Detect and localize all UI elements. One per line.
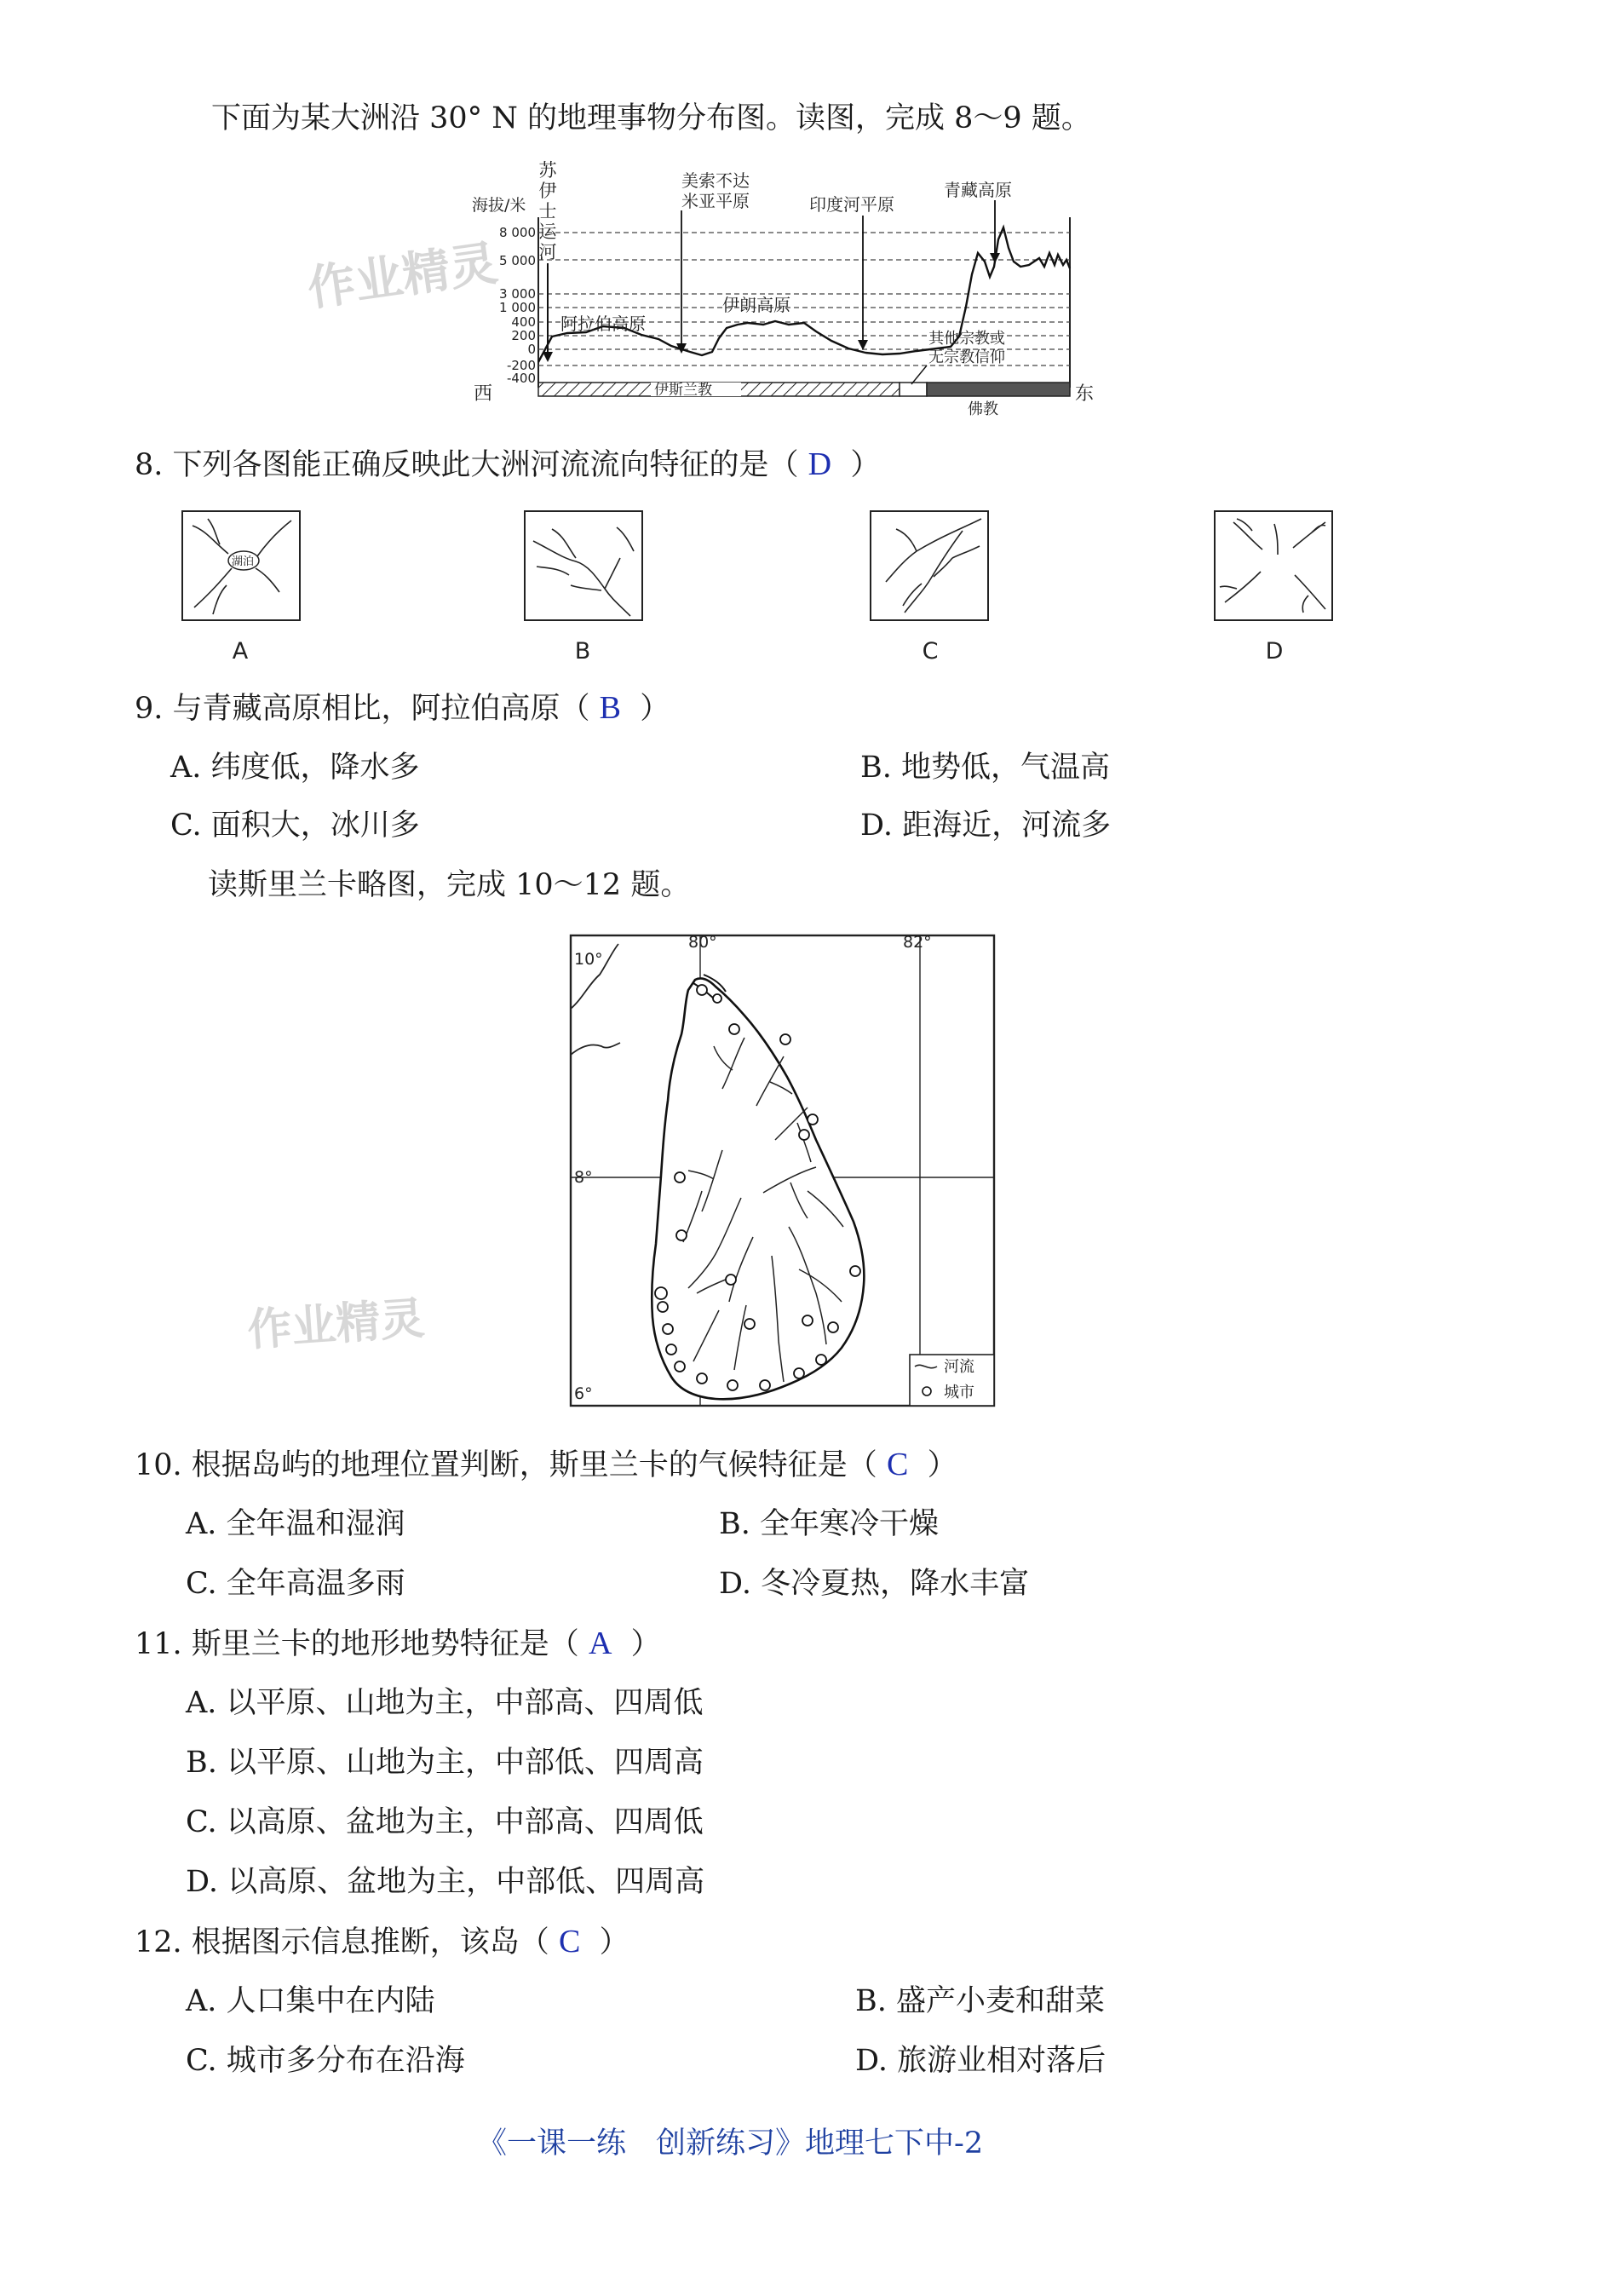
profile-diagram bbox=[467, 158, 1114, 417]
legend-city-symbol bbox=[923, 1387, 931, 1395]
option-b-label: B bbox=[574, 638, 591, 665]
q12-option-b: B. 盛产小麦和甜菜 bbox=[855, 1984, 1105, 2018]
map-legend bbox=[910, 1355, 994, 1406]
q10-option-c: C. 全年高温多雨 bbox=[186, 1567, 405, 1601]
label-islam: 伊斯兰教 bbox=[654, 382, 712, 399]
lat-8: 8° bbox=[574, 1168, 593, 1187]
q12-option-c: C. 城市多分布在沿海 bbox=[186, 2044, 465, 2078]
q11-option-a: A. 以平原、山地为主，中部高、四周低 bbox=[186, 1686, 704, 1720]
label-other-religion: 其他宗教或 bbox=[928, 330, 1005, 348]
option-c-figure bbox=[871, 511, 988, 665]
intro-10-12: 读斯里兰卡略图，完成 10～12 题。 bbox=[208, 868, 691, 902]
q12-answer: C bbox=[558, 1924, 581, 1959]
tick-neg200: -200 bbox=[506, 358, 536, 373]
q12-option-a: A. 人口集中在内陆 bbox=[186, 1984, 435, 2018]
tick-5000: 5 000 bbox=[499, 253, 536, 268]
svg-text:无宗教信仰: 无宗教信仰 bbox=[928, 348, 1005, 366]
sri-lanka-map bbox=[552, 927, 999, 1417]
tick-neg400: -400 bbox=[506, 371, 536, 386]
watermark-1: 作业精灵 bbox=[304, 235, 502, 318]
legend-river: 河流 bbox=[944, 1358, 974, 1376]
svg-text:运: 运 bbox=[538, 222, 557, 242]
label-arabia: 阿拉伯高原 bbox=[560, 314, 646, 334]
option-a-label: A bbox=[232, 638, 249, 665]
option-b-figure bbox=[525, 511, 642, 665]
option-c-label: C bbox=[922, 638, 939, 665]
q10-option-a: A. 全年温和湿润 bbox=[186, 1507, 405, 1541]
svg-text:士: 士 bbox=[538, 201, 557, 222]
q9-option-a: A. 纬度低，降水多 bbox=[170, 751, 420, 785]
q9-stem: 9. 与青藏高原相比，阿拉伯高原（ B ） bbox=[135, 690, 670, 726]
q9-option-c: C. 面积大，冰川多 bbox=[170, 808, 420, 843]
svg-text:河: 河 bbox=[538, 242, 557, 262]
intro-8-9: 下面为某大洲沿 30° N 的地理事物分布图。读图，完成 8～9 题。 bbox=[211, 101, 1091, 135]
label-buddhism: 佛教 bbox=[968, 400, 998, 417]
tick-0: 0 bbox=[527, 342, 536, 357]
page-footer: 《一课一练 创新练习》地理七下中-2 bbox=[477, 2126, 984, 2161]
svg-text:米亚平原: 米亚平原 bbox=[681, 191, 750, 211]
option-d-figure bbox=[1215, 511, 1332, 665]
q12-stem: 12. 根据图示信息推断，该岛（ C ） bbox=[135, 1924, 629, 1959]
label-mesopotamia: 美索不达 bbox=[681, 170, 750, 191]
q10-option-d: D. 冬冷夏热，降水丰富 bbox=[719, 1567, 1030, 1601]
option-a-figure bbox=[182, 511, 300, 665]
lon-80: 80° bbox=[688, 933, 717, 952]
label-tibet: 青藏高原 bbox=[944, 180, 1012, 200]
q8-river-options bbox=[170, 507, 1363, 677]
lat-10: 10° bbox=[574, 950, 603, 969]
tick-3000: 3 000 bbox=[499, 286, 536, 302]
watermark-2: 作业精灵 bbox=[245, 1292, 427, 1357]
tick-200: 200 bbox=[511, 328, 536, 343]
q10-answer: C bbox=[886, 1447, 909, 1482]
legend-city: 城市 bbox=[944, 1384, 974, 1401]
q11-option-d: D. 以高原、盆地为主，中部低、四周高 bbox=[186, 1865, 705, 1899]
tick-1000: 1 000 bbox=[499, 300, 536, 315]
q12-option-d: D. 旅游业相对落后 bbox=[855, 2044, 1107, 2078]
option-d-label: D bbox=[1265, 638, 1284, 665]
tick-8000: 8 000 bbox=[499, 225, 536, 240]
q8-stem: 8. 下列各图能正确反映此大洲河流流向特征的是（ D ） bbox=[135, 446, 881, 482]
other-religion-bar bbox=[900, 383, 927, 396]
q9-option-d: D. 距海近，河流多 bbox=[860, 808, 1112, 843]
lake-label: 湖泊 bbox=[232, 555, 255, 568]
canal-label bbox=[539, 160, 558, 262]
q11-answer: A bbox=[588, 1626, 612, 1661]
label-west: 西 bbox=[474, 383, 493, 405]
q11-stem: 11. 斯里兰卡的地形地势特征是（ A ） bbox=[135, 1626, 661, 1661]
q8-answer: D bbox=[808, 446, 832, 482]
q11-option-c: C. 以高原、盆地为主，中部高、四周低 bbox=[186, 1805, 704, 1839]
lat-6: 6° bbox=[574, 1384, 593, 1403]
q9-option-b: B. 地势低，气温高 bbox=[860, 751, 1110, 785]
q10-option-b: B. 全年寒冷干燥 bbox=[719, 1507, 939, 1541]
q11-option-b: B. 以平原、山地为主，中部低、四周高 bbox=[186, 1746, 704, 1780]
lon-82: 82° bbox=[903, 933, 932, 952]
tick-400: 400 bbox=[511, 314, 536, 330]
buddhism-bar bbox=[927, 383, 1070, 396]
q9-answer: B bbox=[599, 690, 622, 726]
y-axis-label: 海拔/米 bbox=[472, 196, 526, 215]
svg-text:苏: 苏 bbox=[538, 160, 557, 181]
svg-text:伊: 伊 bbox=[538, 181, 557, 201]
label-east: 东 bbox=[1075, 383, 1095, 405]
label-indus: 印度河平原 bbox=[809, 194, 894, 215]
q10-stem: 10. 根据岛屿的地理位置判断，斯里兰卡的气候特征是（ C ） bbox=[135, 1447, 957, 1482]
label-iran: 伊朗高原 bbox=[722, 295, 790, 315]
